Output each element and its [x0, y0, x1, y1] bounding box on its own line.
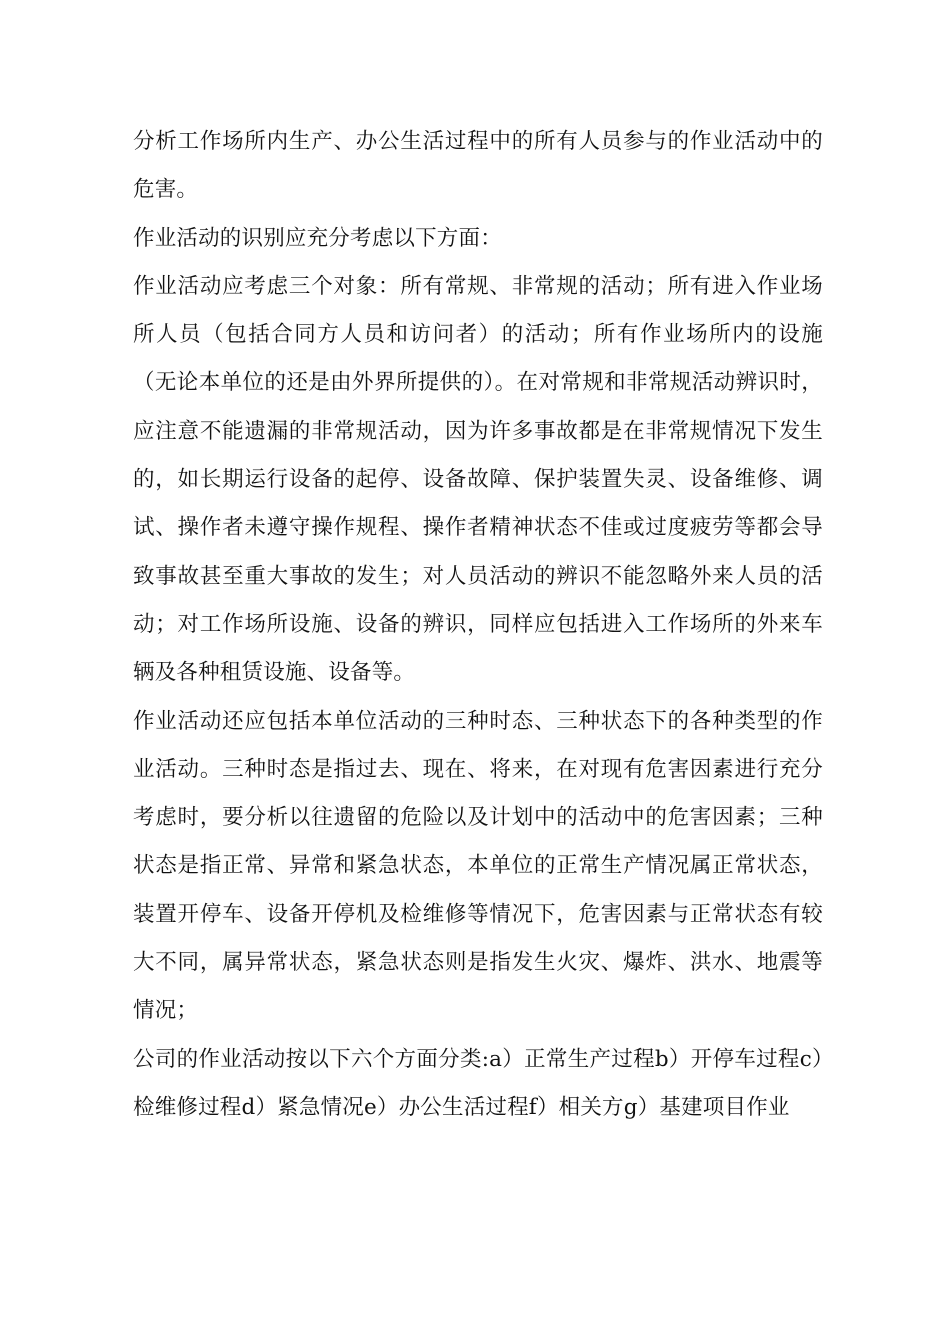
paragraph-hazard-analysis-scope: 分析工作场所内生产、办公生活过程中的所有人员参与的作业活动中的危害。	[133, 129, 823, 203]
paragraph-identification-intro: 作业活动的识别应充分考虑以下方面：	[133, 225, 502, 251]
paragraph-three-objects: 作业活动应考虑三个对象：所有常规、非常规的活动；所有进入作业场所人员（包括合同方人员和访问者）的活动；所有作业场所内的设施（无论本单位的还是由外界所提供的）。在对常规和非常规活动辨识时，应注意不能遗漏的非常规活动，因为许多事故都是在非常规情况下发生的，如长期运行设备的起停、设备故障、保护装置失灵、设备维修、调试、操作者未遵守操作规程、操作者精神状态不佳或过度疲劳等都会导致事故甚至重大事故的发生；对人员活动的辨识不能忽略外来人员的活动；对工作场所设施、设备的辨识，同样应包括进入工作场所的外来车辆及各种租赁设施、设备等。	[133, 273, 823, 686]
paragraph-activity-categories: 公司的作业活动按以下六个方面分类:a）正常生产过程b）开停车过程c）检维修过程d）紧急情况e）办公生活过程f）相关方g）基建项目作业	[133, 1046, 823, 1120]
document-body	[133, 118, 823, 1132]
paragraph-tenses-and-states: 作业活动还应包括本单位活动的三种时态、三种状态下的各种类型的作业活动。三种时态是指过去、现在、将来，在对现有危害因素进行充分考虑时，要分析以往遗留的危险以及计划中的活动中的危害因素；三种状态是指正常、异常和紧急状态，本单位的正常生产情况属正常状态，装置开停车、设备开停机及检维修等情况下，危害因素与正常状态有较大不同，属异常状态，紧急状态则是指发生火灾、爆炸、洪水、地震等情况；	[133, 708, 823, 1024]
